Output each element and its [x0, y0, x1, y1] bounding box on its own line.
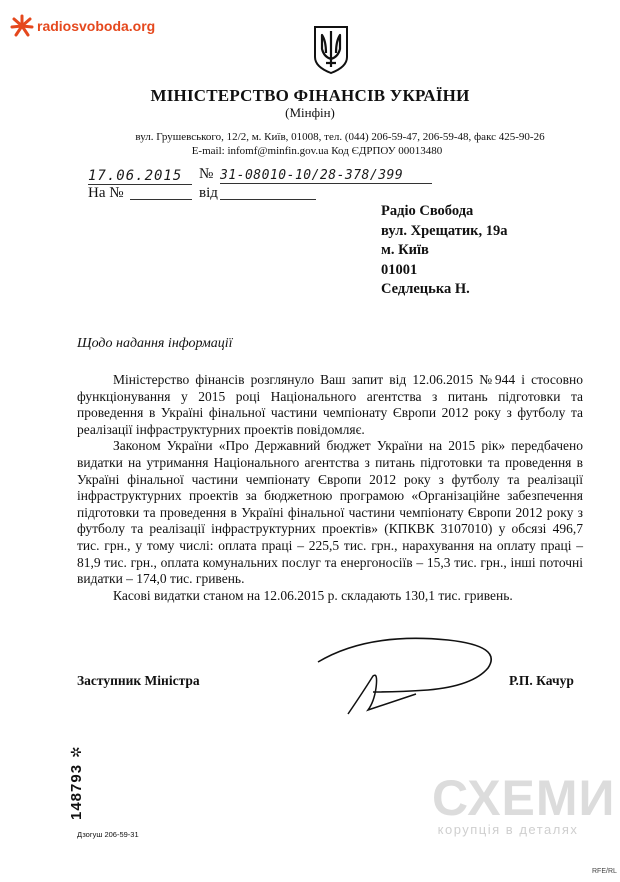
registration-number-value: 148793	[68, 763, 85, 820]
body-paragraph: Законом України «Про Державний бюджет України на 2015 рік» передбачено видатки на утримання Національного агентства з питань підготовки та проведення в Україні фінальної частини чемпіонату Європи 2012 року з футболу та реалізації інфраструктурних проектів за бюджетною програмою «Організаційне забезпечення підготовки та проведення в Україні фінальної частини чемпіонату Європи 2012 року з футболу та реалізації інфраструктурних проектів» (КПКВК 3107010) у обсязі 496,7 тис. грн., у тому числі: оплата праці – 225,5 тис. грн., нарахування на оплату праці – 81,9 тис. грн., оплата комунальних послуг та енергоносіїв – 15,3 тис. грн., інші поточні видатки – 174,0 тис. гривень.	[77, 438, 583, 587]
radiosvoboda-burst-icon	[10, 14, 34, 38]
signatory-position: Заступник Міністра	[77, 673, 200, 688]
outgoing-number-label: №	[199, 166, 214, 182]
radiosvoboda-logo-text: radiosvoboda.org	[37, 18, 156, 34]
radiosvoboda-logo	[10, 14, 155, 38]
registration-number	[68, 745, 85, 820]
letter-subject: Щодо надання інформації	[77, 336, 233, 351]
skhemy-logo-tagline: корупція в деталях	[437, 822, 579, 837]
addressee-city: м. Київ	[381, 242, 429, 258]
outgoing-date: 17.06.2015	[88, 168, 192, 185]
executor-phone-note: Дзогуш 206-59-31	[77, 830, 139, 839]
reply-number-label: На №	[88, 185, 124, 201]
skhemy-logo	[432, 770, 616, 837]
addressee-block	[381, 202, 508, 300]
reply-date-blank	[220, 199, 316, 200]
addressee-person: Седлецька Н.	[381, 281, 470, 297]
signatory-name: Р.П. Качур	[509, 673, 574, 688]
ministry-short-name: (Мінфін)	[285, 105, 335, 120]
letter-body	[77, 372, 583, 604]
addressee-org: Радіо Свобода	[381, 203, 474, 219]
ministry-contacts: E-mail: infomf@minfin.gov.ua Код ЄДРПОУ 00013480	[191, 145, 443, 157]
outgoing-number: 31-08010-10/28-378/399	[220, 168, 432, 184]
body-paragraph: Касові видатки станом на 12.06.2015 р. складають 130,1 тис. гривень.	[113, 587, 513, 603]
reply-number-blank	[130, 199, 192, 200]
reply-date-label: від	[199, 185, 218, 201]
addressee-postcode: 01001	[381, 261, 418, 278]
handwritten-signature	[278, 632, 508, 718]
skhemy-logo-title: СХЕМИ	[432, 770, 616, 826]
ministry-title: МІНІСТЕРСТВО ФІНАНСІВ УКРАЇНИ	[150, 86, 470, 105]
coat-of-arms-icon	[312, 23, 350, 75]
rferl-mark: RFE/RL	[592, 868, 617, 875]
addressee-street: вул. Хрещатик, 19а	[381, 222, 508, 239]
registration-mark-icon: ✲	[68, 745, 84, 758]
ministry-address: вул. Грушевського, 12/2, м. Київ, 01008, тел. (044) 206-59-47, 206-59-48, факс 425-90-26	[135, 131, 545, 143]
body-paragraph: Міністерство фінансів розглянуло Ваш запит від 12.06.2015 №944 і стосовно функціонування у 2015 році Національного агентства з питань підготовки та проведення в Україні фінальної частини чемпіонату Європи 2012 року з футболу та реалізації інфраструктурних проектів повідомляє.	[77, 372, 583, 437]
